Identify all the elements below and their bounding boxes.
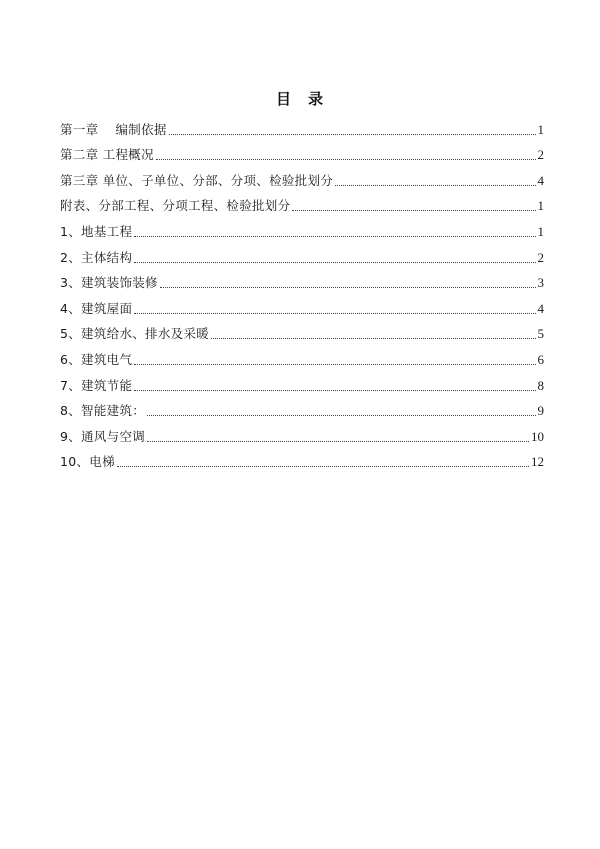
toc-entry-text: 10、电梯 [60, 454, 115, 470]
toc-entry[interactable] [60, 165, 544, 191]
toc-entry-page: 4 [537, 172, 544, 188]
toc-entry-text: 第二章 工程概况 [60, 147, 154, 163]
toc-entry-text: 第三章 单位、子单位、分部、分项、检验批划分 [60, 172, 334, 188]
toc-entry[interactable] [60, 344, 544, 370]
toc-entry[interactable] [60, 447, 544, 473]
toc-leader-dots [160, 287, 536, 288]
toc-entry[interactable] [60, 370, 544, 396]
toc-entry-page: 5 [537, 326, 544, 342]
toc-leader-dots [211, 338, 535, 339]
toc-entry-text: 8、智能建筑： [60, 403, 146, 419]
toc-entry[interactable] [60, 242, 544, 268]
toc-entry[interactable] [60, 216, 544, 242]
toc-entry-page: 9 [537, 403, 544, 419]
toc-entry-page: 2 [537, 249, 544, 265]
toc-leader-dots [335, 185, 535, 186]
toc-entry-text: 第一章 编制依据 [60, 121, 167, 137]
toc-entry-text: 3、建筑装饰装修 [60, 275, 158, 291]
toc-entry-page: 6 [537, 351, 544, 367]
toc-entry-text: 2、主体结构 [60, 249, 133, 265]
toc-entry-page: 2 [537, 147, 544, 163]
toc-leader-dots [147, 441, 529, 442]
toc-entry-text: 附表、分部工程、分项工程、检验批划分 [60, 198, 291, 214]
toc-title: 目 录 [275, 90, 324, 108]
toc-entry-page: 1 [537, 121, 544, 137]
toc-entry-page: 1 [537, 223, 544, 239]
toc-leader-dots [117, 466, 529, 467]
toc-entry[interactable] [60, 114, 544, 140]
toc-leader-dots [134, 364, 535, 365]
toc-leader-dots [147, 415, 535, 416]
toc-leader-dots [134, 262, 535, 263]
toc-entry[interactable] [60, 268, 544, 294]
toc-leader-dots [156, 159, 536, 160]
toc-leader-dots [292, 210, 535, 211]
toc-entry-text: 6、建筑电气 [60, 351, 133, 367]
toc-entry[interactable] [60, 293, 544, 319]
toc-entry-text: 4、建筑屋面 [60, 300, 133, 316]
toc-entry[interactable] [60, 396, 544, 422]
toc-entry[interactable] [60, 191, 544, 217]
toc-entry-text: 1、地基工程 [60, 223, 133, 239]
toc-entry-text: 5、建筑给水、排水及采暖 [60, 326, 210, 342]
toc-entry-page: 10 [531, 428, 544, 444]
toc-entry[interactable] [60, 421, 544, 447]
toc-entry-text: 7、建筑节能 [60, 377, 133, 393]
toc-entry-page: 12 [531, 454, 544, 470]
toc-entry-page: 3 [537, 275, 544, 291]
toc-leader-dots [169, 134, 536, 135]
toc-leader-dots [134, 390, 535, 391]
toc-leader-dots [134, 313, 535, 314]
toc-entry[interactable] [60, 140, 544, 166]
toc-entry-page: 4 [537, 300, 544, 316]
toc-list [60, 114, 544, 472]
toc-entry[interactable] [60, 319, 544, 345]
toc-entry-page: 1 [537, 198, 544, 214]
toc-leader-dots [134, 236, 535, 237]
toc-entry-page: 8 [537, 377, 544, 393]
toc-entry-text: 9、通风与空调 [60, 428, 146, 444]
